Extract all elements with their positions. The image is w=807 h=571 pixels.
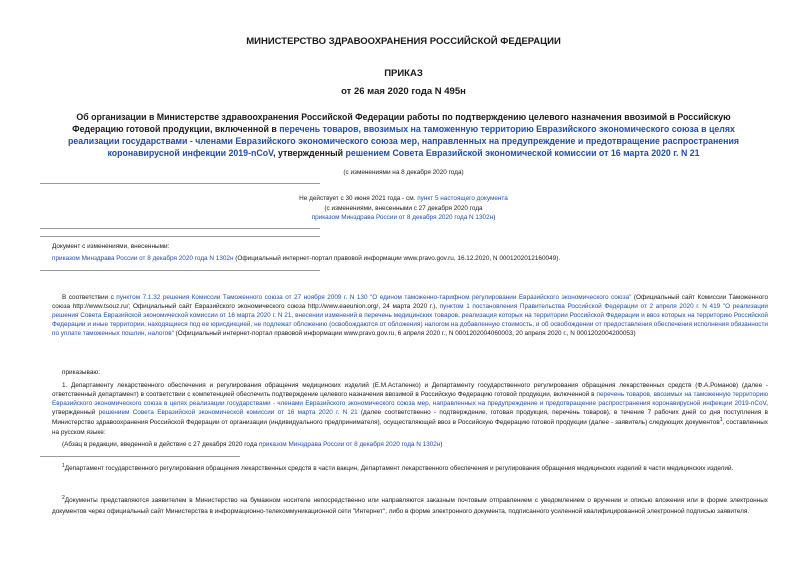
- footnote-1: [52, 462, 768, 474]
- validity-notice: [0, 194, 807, 223]
- divider: [40, 270, 320, 271]
- amend-note-link-order[interactable]: приказом Минздрава России от 8 декабря 2020 года N 1302н: [258, 441, 441, 448]
- footnote-2-text: Документы представляются заявителем в Министерство на бумажном носителе непосредственно или направляются заказным почтовым отправлением с уведомлением о вручении и описью вложения или в форме электронных документов через официальный сайт Министерства в информационно-телекоммуникационной сети "Интернет", либо в форме электронного документа, подписанного усиленной квалифицированной электронной подписью заявителя.: [52, 497, 768, 516]
- point1-text-2: , утвержденный: [52, 400, 768, 417]
- point1-link-goods-list[interactable]: перечень товаров, ввозимых на таможенную территорию Евразийского экономического союза в целях реализации государствами - членами Евразийского экономического союза мер, направленных на предупреждение и предотвращение распространения коронавирусной инфекции 2019-nCoV: [52, 391, 768, 408]
- preamble-link-decision-130[interactable]: пунктом 7.1.32 решения Комиссии Таможенного союза от 27 ноября 2009 г. N 130 "О едином таможенно-тарифном регулировании Евразийского экономического союза": [116, 294, 632, 301]
- footnote-2: [52, 494, 768, 518]
- divider: [40, 236, 320, 237]
- preamble-link-resolution-419[interactable]: пунктом 1 постановления Правительства Российской Федерации от 2 апреля 2020 г. N 419 "О реализации решения Совета Евразийской экономической комиссии от 16 марта 2020 г. N 21, внесении изменений в перечень медицинских товаров, реализация которых на территории Российской Федерации и ввоз которых на территорию Российской Федерации и иные территории, находящиеся под ее юрисдикцией, не подлежат обложению (освобождаются от обложения) налогом на добавленную стоимость, и об освобождении от предоставления обеспечения исполнения обязанности по уплате таможенных пошлин, налогов": [52, 303, 768, 338]
- title-text-1: Об организации в Министерстве здравоохранения Российской Федерации работы по подтверждению целевого назначения ввозимой в Российскую Федерацию готовой продукции, включенной в: [72, 112, 731, 134]
- validity-link-point5[interactable]: пункт 5 настоящего документа: [417, 195, 508, 202]
- footnote-1-text: Департамент государственного регулирования обращения лекарственных средств в части вакцин, Департамент лекарственного обеспечения и регулирования обращения медицинских изделий в части медицинских изделий.: [64, 465, 734, 473]
- footnote-divider: [40, 456, 240, 457]
- order-word: приказываю:: [62, 369, 100, 376]
- validity-text: Не действует с 30 июня 2021 года - см.: [299, 195, 418, 202]
- title-link-goods-list[interactable]: перечень товаров, ввозимых на таможенную территорию Евразийского экономического союза в целях реализации государствами - членами Евразийского экономического союза мер, направленных на предупреждение и предотвращение распространения коронавирусной инфекции 2019-nCoV: [67, 123, 740, 158]
- preamble-text-3: (Официальный интернет-портал правовой информации www.pravo.gov.ru, 6 апреля 2020 г., N 0001202004060003, 20 апреля 2020 г., N 0001202004200053): [173, 330, 636, 338]
- divider: [40, 228, 320, 229]
- amend-note-close: ): [440, 441, 443, 448]
- validity-amend-text: (с изменениями, внесенными с 27 декабря 2020 года: [324, 204, 483, 212]
- body-paragraph-preamble: [52, 293, 768, 338]
- point1-link-decision[interactable]: решением Совета Евразийской экономической комиссии от 16 марта 2020 г. N 21: [98, 409, 358, 417]
- document-title: [55, 112, 752, 160]
- doc-date-heading: от 26 мая 2020 года N 495н: [341, 86, 466, 97]
- footnote-ref[interactable]: 1: [719, 417, 723, 424]
- doc-type-heading: ПРИКАЗ: [384, 68, 423, 79]
- amendments-entry: [52, 254, 752, 263]
- footnote-1-number: 1: [62, 463, 65, 469]
- validity-link-order[interactable]: приказом Минздрава России от 8 декабря 2020 года N 1302н: [311, 214, 494, 222]
- title-text-2: , утвержденный: [273, 147, 346, 158]
- point1-text-4: , составленных на русском языке:: [52, 419, 768, 436]
- preamble-text-2: (Официальный сайт Комиссии Таможенного союза http://www.tsouz.ru/; Официальный сайт Евразийского экономического союза http://www.eaeunion.org/, 24 марта 2020 г.),: [52, 294, 768, 311]
- validity-close-paren: ): [493, 214, 496, 222]
- preamble-text-1: В соответствии с: [62, 294, 117, 301]
- point1-text-1: 1. Департаменту лекарственного обеспечения и регулирования обращения медицинских изделий (Е.М.Астапенко) и Департаменту государственного регулирования обращения лекарственных средств (Ф.А.Романов) (далее - ответственный департамент) в соответствии с компетенцией обеспечить подтверждение целевого назначения ввозимой в Российскую Федерацию готовой продукции, включенной в: [52, 382, 768, 399]
- point1-text-3: (далее соответственно - подтверждение, готовая продукция, перечень товаров), в течение 7 рабочих дней со дня поступления в Министерство здравоохранения Российской Федерации от организации (индивидуального предпринимателя), осуществляющей ввоз в Российскую Федерацию готовой продукции (далее - заявитель) следующих документов: [52, 409, 768, 427]
- title-link-decision[interactable]: решением Совета Евразийской экономической комиссии от 16 марта 2020 г. N 21: [345, 147, 700, 158]
- amend-note-text: (Абзац в редакции, введенной в действие с 27 декабря 2020 года: [62, 441, 259, 448]
- ministry-heading: МИНИСТЕРСТВО ЗДРАВООХРАНЕНИЯ РОССИЙСКОЙ ФЕДЕРАЦИИ: [246, 36, 561, 47]
- amend-note: (с изменениями на 8 декабря 2020 года): [343, 169, 464, 176]
- amendments-label: Документ с изменениями, внесенными:: [52, 243, 170, 250]
- amendments-link-order[interactable]: приказом Минздрава России от 8 декабря 2020 года N 1302н: [52, 255, 234, 262]
- paragraph-amend-note: [62, 440, 443, 449]
- body-paragraph-1: [52, 381, 768, 437]
- amendments-source: (Официальный интернет-портал правовой информации www.pravo.gov.ru, 16.12.2020, N 0001202012160049).: [233, 255, 561, 262]
- footnote-2-number: 2: [62, 495, 65, 501]
- divider: [40, 183, 320, 184]
